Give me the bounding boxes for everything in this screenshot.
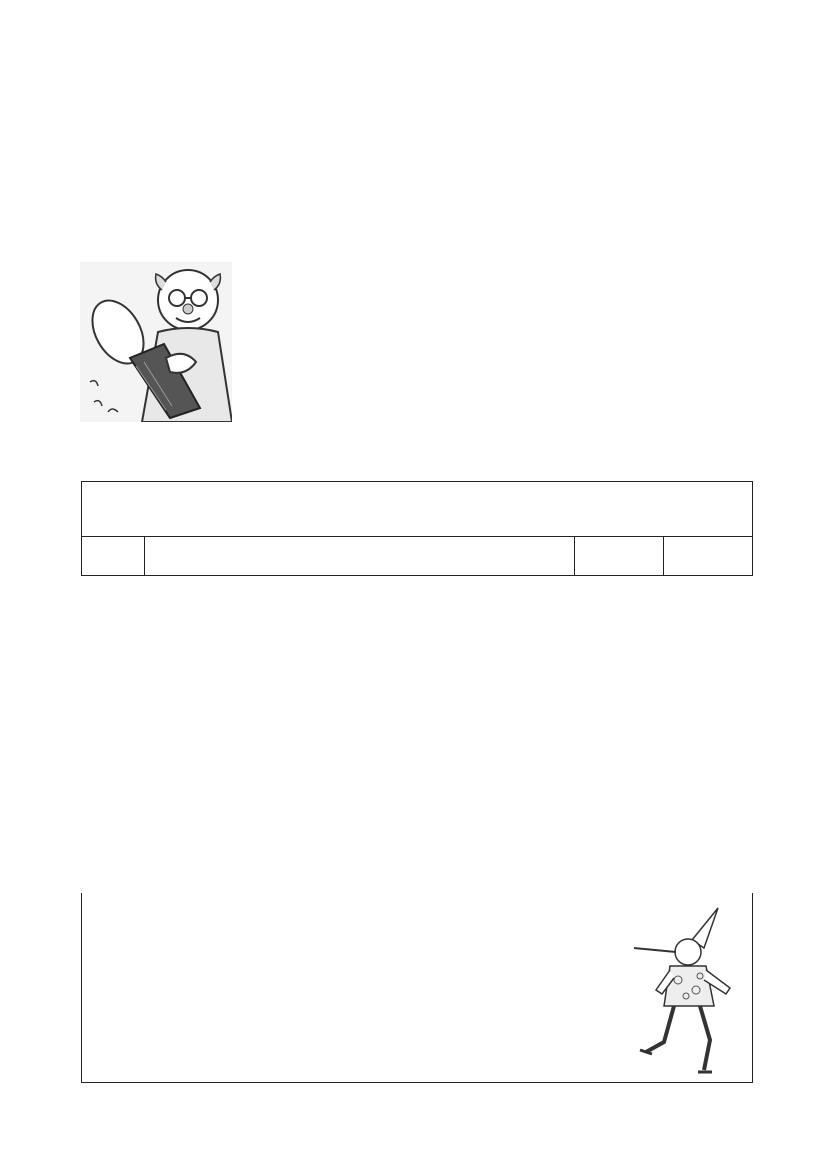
quiz-instruction [82, 482, 753, 537]
blank-cell [82, 537, 145, 576]
master-antonio-illustration [80, 262, 232, 422]
true-false-table [81, 481, 753, 576]
true-column-header [575, 537, 664, 576]
false-column-header [664, 537, 753, 576]
blank-cell [145, 537, 575, 576]
pinocchio-illustration [630, 900, 746, 1080]
